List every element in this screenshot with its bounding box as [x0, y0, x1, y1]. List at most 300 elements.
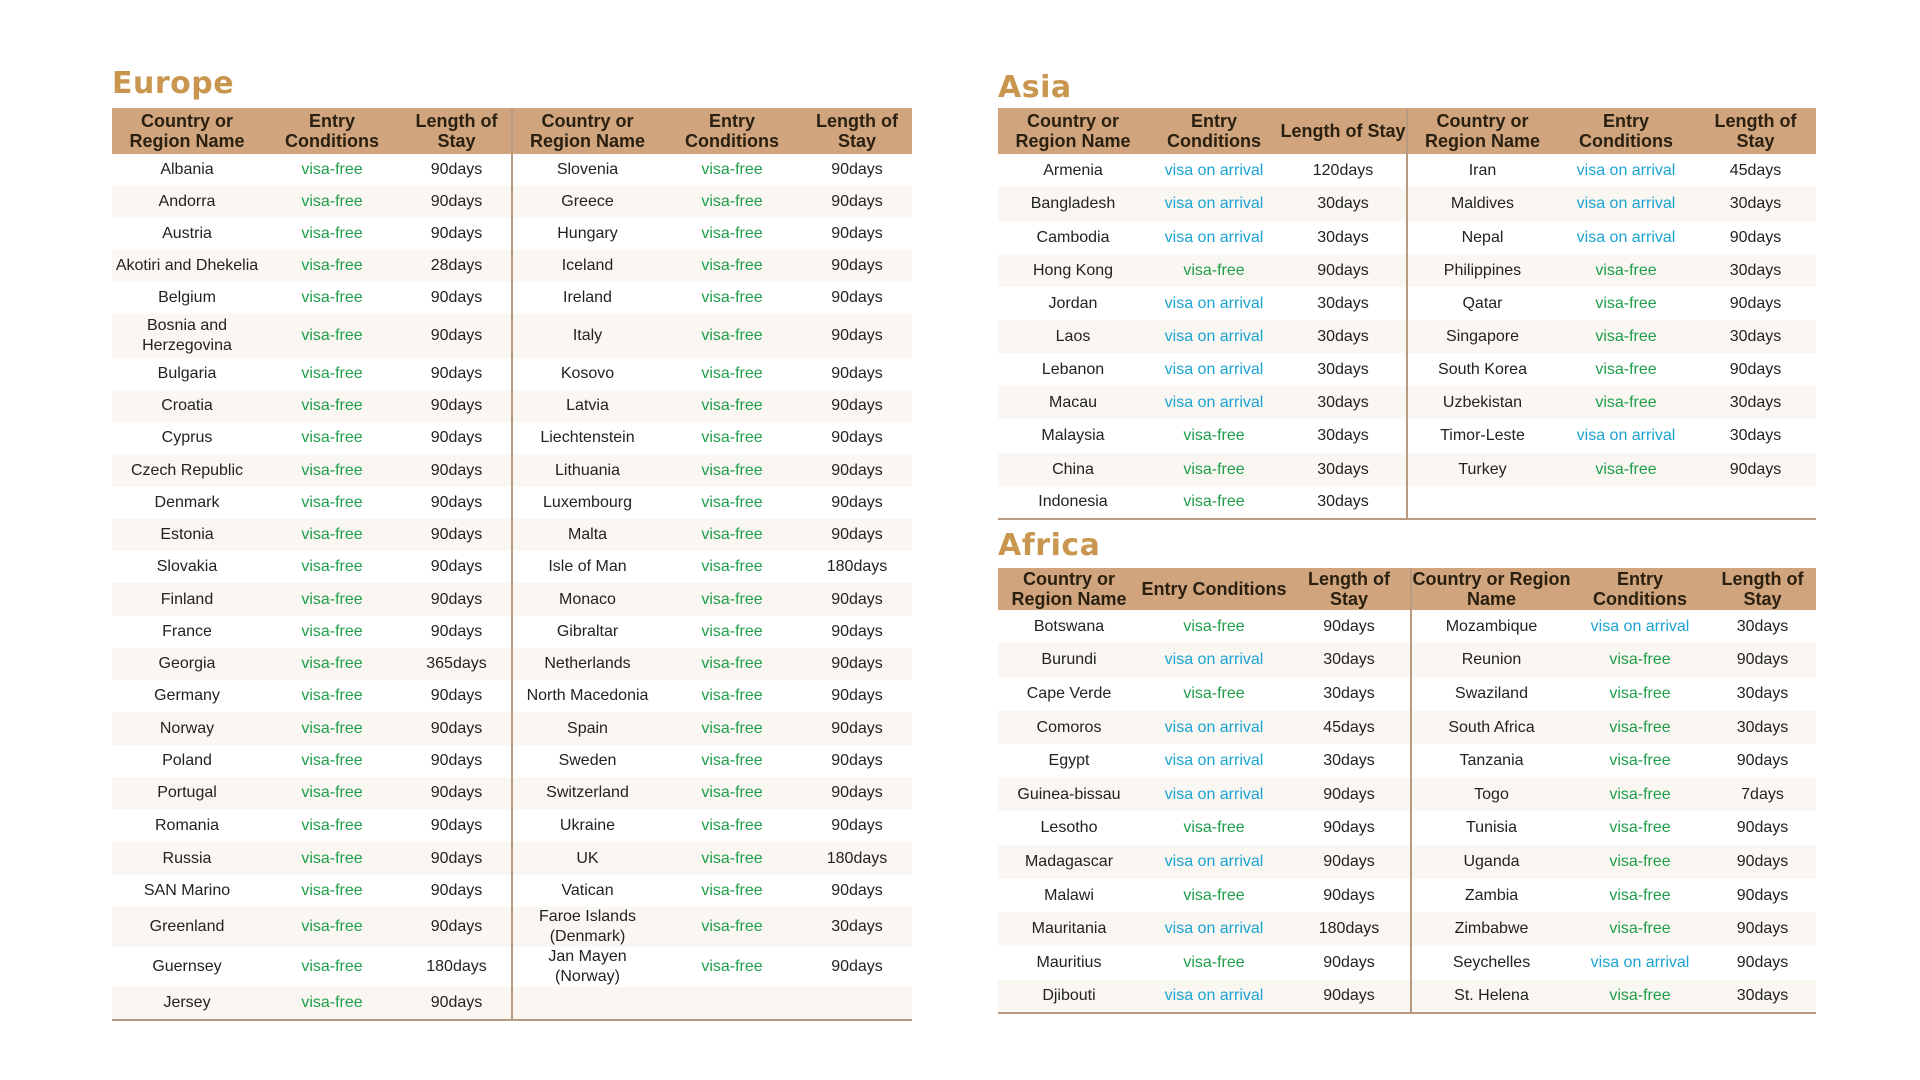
country-cell: Mozambique	[1411, 610, 1571, 643]
entry-cell: visa-free	[1183, 886, 1245, 904]
stay-cell: 90days	[802, 712, 912, 745]
stay-cell: 90days	[831, 289, 883, 306]
stay-cell: 90days	[831, 494, 883, 511]
entry-cell: visa-free	[262, 519, 402, 551]
table-row	[998, 419, 1816, 453]
entry-cell: visa-free	[662, 907, 802, 947]
stay-cell: 90days	[802, 454, 912, 487]
header-entry: Entry Conditions	[1571, 568, 1709, 610]
country-cell: Egypt	[1048, 752, 1090, 769]
entry-cell: visa-free	[662, 390, 802, 422]
entry-cell	[1557, 486, 1695, 519]
table-row	[998, 711, 1816, 744]
country-cell: Lithuania	[512, 454, 662, 487]
country-cell: Malta	[512, 519, 662, 551]
country-cell: Jan Mayen (Norway)	[512, 947, 662, 987]
table-row	[112, 777, 912, 809]
stay-cell: 90days	[402, 907, 512, 947]
country-cell	[512, 987, 662, 1020]
country-cell: Cambodia	[1036, 228, 1110, 246]
stay-cell: 30days	[1695, 254, 1816, 287]
country-cell: Netherlands	[512, 648, 662, 680]
country-cell: Germany	[154, 687, 220, 704]
country-cell: Indonesia	[998, 486, 1148, 519]
stay-cell: 90days	[802, 777, 912, 809]
entry-cell: visa-free	[1557, 453, 1695, 486]
entry-cell: visa on arrival	[1140, 980, 1288, 1013]
table-row	[998, 320, 1816, 353]
entry-cell: visa-free	[662, 519, 802, 551]
stay-cell: 180days	[1288, 912, 1411, 946]
stay-cell: 30days	[1280, 486, 1407, 519]
stay-cell: 90days	[802, 250, 912, 282]
country-cell: Ukraine	[512, 809, 662, 842]
stay-cell: 90days	[831, 623, 883, 640]
country-cell: Greenland	[112, 907, 262, 947]
stay-cell: 30days	[1736, 685, 1789, 702]
country-cell: South Africa	[1411, 711, 1571, 744]
entry-cell: visa-free	[301, 623, 363, 640]
header-entry: Entry Conditions	[662, 108, 802, 154]
entry-cell: visa-free	[301, 558, 363, 575]
header-entry: Entry Conditions	[262, 108, 402, 154]
entry-cell: visa-free	[701, 958, 763, 975]
entry-cell: visa-free	[1557, 254, 1695, 287]
table-row	[998, 643, 1816, 677]
table-row	[998, 386, 1816, 419]
table-row	[112, 745, 912, 777]
country-cell: Lebanon	[1041, 360, 1105, 378]
entry-cell: visa on arrival	[1590, 617, 1690, 635]
entry-cell: visa-free	[701, 752, 763, 769]
europe-title: Europe	[112, 66, 235, 101]
entry-cell: visa on arrival	[1148, 320, 1280, 353]
country-cell: Cyprus	[161, 429, 213, 446]
entry-cell: visa on arrival	[1164, 294, 1264, 312]
stay-cell: 90days	[430, 687, 483, 704]
stay-cell: 30days	[1280, 386, 1407, 419]
stay-cell: 90days	[1288, 980, 1411, 1013]
entry-cell: visa-free	[701, 687, 763, 704]
entry-cell: visa-free	[662, 583, 802, 616]
entry-cell: visa-free	[301, 225, 363, 242]
country-cell: Reunion	[1411, 643, 1571, 677]
stay-cell: 90days	[1695, 453, 1816, 486]
table-row	[112, 907, 912, 947]
country-cell: Poland	[162, 752, 212, 769]
country-cell: Denmark	[154, 494, 220, 511]
country-cell: Comoros	[998, 711, 1140, 744]
stay-cell: 90days	[1323, 886, 1375, 904]
country-cell: Philippines	[1407, 254, 1557, 287]
table-row	[998, 154, 1816, 187]
entry-cell: visa-free	[301, 161, 363, 178]
entry-cell: visa on arrival	[1557, 187, 1695, 221]
stay-cell: 90days	[1736, 819, 1789, 836]
stay-cell: 90days	[1709, 912, 1816, 946]
country-cell: China	[998, 453, 1148, 486]
country-cell: Finland	[112, 583, 262, 616]
country-cell: Mauritius	[1036, 954, 1102, 971]
country-cell: Turkey	[1407, 453, 1557, 486]
entry-cell: visa-free	[662, 454, 802, 487]
table-row	[998, 677, 1816, 711]
entry-cell: visa-free	[301, 687, 363, 704]
entry-cell: visa-free	[701, 558, 763, 575]
stay-cell: 90days	[402, 712, 512, 745]
stay-cell: 30days	[1317, 427, 1369, 444]
stay-cell: 90days	[831, 958, 883, 975]
stay-cell	[802, 987, 912, 1020]
entry-cell: visa-free	[662, 712, 802, 745]
entry-cell: visa-free	[301, 429, 363, 446]
country-cell: Burundi	[998, 643, 1140, 677]
table-row	[998, 744, 1816, 778]
entry-cell: visa on arrival	[1164, 752, 1264, 769]
country-cell: Gibraltar	[512, 616, 662, 648]
country-cell: Akotiri and Dhekelia	[112, 250, 262, 282]
country-cell: Iceland	[512, 250, 662, 282]
country-cell: Iran	[1407, 154, 1557, 187]
entry-cell: visa-free	[262, 987, 402, 1020]
country-cell: Greece	[512, 186, 662, 218]
table-row	[112, 154, 912, 186]
table-row	[998, 946, 1816, 980]
country-cell: Albania	[160, 161, 214, 178]
stay-cell: 90days	[831, 752, 883, 769]
stay-cell: 90days	[402, 583, 512, 616]
country-cell: Russia	[112, 842, 262, 875]
stay-cell: 90days	[402, 519, 512, 551]
entry-cell: visa-free	[262, 842, 402, 875]
entry-cell: visa on arrival	[1140, 845, 1288, 879]
country-cell: Qatar	[1407, 287, 1557, 320]
country-cell	[1407, 486, 1557, 519]
country-cell: Laos	[998, 320, 1148, 353]
country-cell: South Korea	[1407, 353, 1557, 386]
country-cell: Czech Republic	[112, 454, 262, 487]
header-stay: Length of Stay	[1709, 568, 1816, 610]
header-entry: Entry Conditions	[1557, 108, 1695, 154]
table-row	[112, 712, 912, 745]
header-entry: Entry Conditions	[1148, 108, 1280, 154]
country-cell: Andorra	[112, 186, 262, 218]
stay-cell: 30days	[1317, 228, 1369, 246]
stay-cell: 30days	[1317, 360, 1369, 378]
stay-cell: 90days	[1709, 845, 1816, 879]
country-cell: Malawi	[1044, 886, 1094, 904]
entry-cell: visa-free	[1148, 254, 1280, 287]
country-cell: SAN Marino	[143, 882, 231, 899]
entry-cell: visa-free	[1609, 886, 1671, 904]
country-cell: Armenia	[1043, 161, 1103, 179]
country-cell: Botswana	[1033, 617, 1105, 635]
stay-cell: 45days	[1288, 711, 1411, 744]
stay-cell: 90days	[430, 882, 483, 899]
entry-cell: visa-free	[701, 623, 763, 640]
country-cell: Slovakia	[156, 558, 218, 575]
country-cell: Mauritania	[998, 912, 1140, 946]
stay-cell: 90days	[402, 842, 512, 875]
stay-cell: 45days	[1729, 161, 1782, 179]
stay-cell: 180days	[426, 958, 487, 975]
stay-cell: 30days	[1709, 711, 1816, 744]
table-row	[998, 486, 1816, 519]
stay-cell: 90days	[430, 752, 483, 769]
country-cell: Vatican	[512, 875, 662, 907]
entry-cell: visa on arrival	[1140, 912, 1288, 946]
table-row	[112, 422, 912, 454]
entry-cell: visa-free	[1183, 617, 1245, 635]
entry-cell: visa-free	[1148, 486, 1280, 519]
header-entry: Entry Conditions	[1140, 568, 1288, 610]
table-row	[112, 583, 912, 616]
country-cell: Hong Kong	[998, 254, 1148, 287]
stay-cell: 90days	[802, 519, 912, 551]
entry-cell: visa on arrival	[1140, 778, 1288, 811]
country-cell: Guernsey	[152, 958, 222, 975]
country-cell: Tunisia	[1411, 811, 1571, 845]
stay-cell: 90days	[831, 161, 883, 178]
entry-cell: visa-free	[262, 907, 402, 947]
stay-cell: 90days	[831, 687, 883, 704]
stay-cell: 30days	[802, 907, 912, 947]
table-row	[112, 947, 912, 987]
stay-cell: 30days	[1695, 187, 1816, 221]
stay-cell: 90days	[831, 225, 883, 242]
header-country: Country or Region Name	[512, 108, 662, 154]
country-cell: Switzerland	[512, 777, 662, 809]
table-row	[112, 282, 912, 314]
stay-cell: 30days	[1736, 617, 1789, 635]
country-cell: Uganda	[1411, 845, 1571, 879]
table-row	[112, 648, 912, 680]
table-row	[112, 519, 912, 551]
country-cell: Maldives	[1407, 187, 1557, 221]
stay-cell: 30days	[1323, 752, 1375, 769]
table-row	[112, 551, 912, 583]
entry-cell: visa-free	[701, 882, 763, 899]
entry-cell: visa-free	[701, 429, 763, 446]
stay-cell: 90days	[402, 454, 512, 487]
entry-cell: visa-free	[301, 289, 363, 306]
stay-cell: 90days	[1323, 954, 1375, 971]
stay-cell: 90days	[430, 289, 483, 306]
country-cell: Ireland	[512, 282, 662, 314]
entry-cell: visa-free	[701, 365, 763, 382]
stay-cell: 90days	[831, 429, 883, 446]
entry-cell: visa on arrival	[1140, 711, 1288, 744]
country-cell: Latvia	[512, 390, 662, 422]
asia-table	[998, 108, 1816, 520]
country-cell: Uzbekistan	[1407, 386, 1557, 419]
entry-cell: visa-free	[262, 390, 402, 422]
header-stay: Length of Stay	[1288, 568, 1411, 610]
entry-cell: visa-free	[1148, 453, 1280, 486]
country-cell: Swaziland	[1411, 677, 1571, 711]
stay-cell: 90days	[1736, 886, 1789, 904]
entry-cell: visa-free	[662, 314, 802, 358]
entry-cell: visa-free	[1183, 685, 1245, 702]
entry-cell	[662, 987, 802, 1020]
africa-table	[998, 568, 1816, 1014]
asia-title: Asia	[998, 70, 1072, 105]
table-row	[112, 987, 912, 1020]
entry-cell: visa on arrival	[1140, 643, 1288, 677]
entry-cell: visa-free	[662, 842, 802, 875]
country-cell: Bosnia and Herzegovina	[112, 314, 262, 358]
stay-cell: 90days	[802, 648, 912, 680]
country-cell: Slovenia	[512, 154, 662, 186]
stay-cell: 90days	[430, 558, 483, 575]
entry-cell: visa-free	[1183, 954, 1245, 971]
stay-cell: 90days	[802, 583, 912, 616]
entry-cell: visa-free	[1571, 845, 1709, 879]
entry-cell: visa-free	[262, 250, 402, 282]
table-row	[112, 875, 912, 907]
country-cell: Lesotho	[1040, 819, 1098, 836]
entry-cell: visa-free	[1571, 980, 1709, 1013]
entry-cell: visa-free	[1609, 685, 1671, 702]
table-row	[112, 186, 912, 218]
stay-cell: 90days	[1323, 819, 1375, 836]
stay-cell: 30days	[1317, 294, 1369, 312]
country-cell: Isle of Man	[512, 551, 662, 583]
country-cell: Norway	[112, 712, 262, 745]
stay-cell: 90days	[430, 816, 483, 834]
entry-cell: visa-free	[301, 752, 363, 769]
country-cell: Hungary	[512, 218, 662, 250]
stay-cell: 90days	[802, 186, 912, 218]
header-country: Country or Region Name	[112, 108, 262, 154]
entry-cell: visa-free	[1571, 643, 1709, 677]
stay-cell: 28days	[402, 250, 512, 282]
entry-cell: visa-free	[1609, 819, 1671, 836]
entry-cell: visa-free	[1595, 360, 1657, 378]
table-row	[998, 879, 1816, 912]
table-row	[998, 187, 1816, 221]
table-row	[112, 218, 912, 250]
country-cell: Georgia	[112, 648, 262, 680]
country-cell: Togo	[1411, 778, 1571, 811]
entry-cell: visa-free	[1571, 711, 1709, 744]
country-cell: Nepal	[1407, 221, 1557, 254]
stay-cell: 90days	[430, 225, 483, 242]
country-cell: Jersey	[112, 987, 262, 1020]
country-cell: Liechtenstein	[512, 422, 662, 454]
country-cell: Croatia	[112, 390, 262, 422]
stay-cell: 90days	[1280, 254, 1407, 287]
country-cell: Djibouti	[998, 980, 1140, 1013]
table-row	[998, 845, 1816, 879]
country-cell: Bangladesh	[998, 187, 1148, 221]
country-cell: Bulgaria	[157, 365, 217, 382]
stay-cell: 90days	[402, 777, 512, 809]
entry-cell: visa-free	[1595, 294, 1657, 312]
entry-cell: visa-free	[262, 186, 402, 218]
stay-cell: 90days	[831, 816, 883, 834]
country-cell: Cape Verde	[1026, 685, 1112, 702]
country-cell: Estonia	[112, 519, 262, 551]
entry-cell: visa-free	[701, 225, 763, 242]
header-stay: Length of Stay	[802, 108, 912, 154]
stay-cell: 90days	[1729, 360, 1782, 378]
table-row	[112, 390, 912, 422]
entry-cell: visa-free	[301, 816, 363, 834]
country-cell: Guinea-bissau	[998, 778, 1140, 811]
entry-cell: visa on arrival	[1148, 187, 1280, 221]
table-row	[112, 487, 912, 519]
country-cell: Timor-Leste	[1407, 419, 1557, 453]
entry-cell: visa-free	[301, 365, 363, 382]
stay-cell: 90days	[1736, 954, 1789, 971]
stay-cell: 30days	[1695, 386, 1816, 419]
table-row	[112, 842, 912, 875]
entry-cell: visa-free	[662, 186, 802, 218]
country-cell: Tanzania	[1411, 744, 1571, 778]
country-cell: Sweden	[512, 745, 662, 777]
entry-cell: visa-free	[701, 289, 763, 306]
entry-cell: visa on arrival	[1164, 228, 1264, 246]
country-cell: Malaysia	[1041, 427, 1105, 444]
country-cell: Macau	[998, 386, 1148, 419]
entry-cell: visa-free	[662, 648, 802, 680]
entry-cell: visa-free	[701, 494, 763, 511]
table-row	[998, 912, 1816, 946]
header-country: Country or Region Name	[998, 568, 1140, 610]
stay-cell: 90days	[402, 987, 512, 1020]
table-row	[998, 353, 1816, 386]
entry-cell: visa-free	[662, 250, 802, 282]
country-cell: Singapore	[1407, 320, 1557, 353]
country-cell: UK	[512, 842, 662, 875]
entry-cell: visa-free	[701, 816, 763, 834]
stay-cell: 90days	[430, 365, 483, 382]
country-cell: Italy	[512, 314, 662, 358]
entry-cell: visa-free	[262, 712, 402, 745]
stay-cell: 30days	[1729, 427, 1782, 444]
header-country: Country or Region Name	[1412, 569, 1571, 609]
europe-table	[112, 108, 912, 1021]
stay-cell: 90days	[1323, 617, 1375, 635]
table-row	[112, 358, 912, 390]
header-stay: Length of Stay	[402, 108, 512, 154]
stay-cell: 90days	[1736, 752, 1789, 769]
stay-cell: 90days	[1709, 643, 1816, 677]
stay-cell: 90days	[402, 186, 512, 218]
entry-cell: visa-free	[662, 777, 802, 809]
entry-cell: visa-free	[301, 494, 363, 511]
entry-cell: visa-free	[262, 648, 402, 680]
stay-cell: 90days	[430, 429, 483, 446]
country-cell: Belgium	[158, 289, 216, 306]
stay-cell: 30days	[1280, 320, 1407, 353]
stay-cell: 90days	[430, 494, 483, 511]
stay-cell: 90days	[1288, 778, 1411, 811]
stay-cell: 90days	[402, 314, 512, 358]
country-cell: Seychelles	[1411, 946, 1571, 980]
table-row	[112, 809, 912, 842]
table-row	[998, 453, 1816, 486]
table-row	[998, 254, 1816, 287]
stay-cell: 90days	[831, 365, 883, 382]
stay-cell: 90days	[430, 623, 483, 640]
country-cell: Jordan	[1048, 294, 1098, 312]
entry-cell: visa-free	[701, 161, 763, 178]
stay-cell: 30days	[1695, 320, 1816, 353]
entry-cell: visa on arrival	[1576, 161, 1676, 179]
africa-title: Africa	[998, 528, 1101, 563]
